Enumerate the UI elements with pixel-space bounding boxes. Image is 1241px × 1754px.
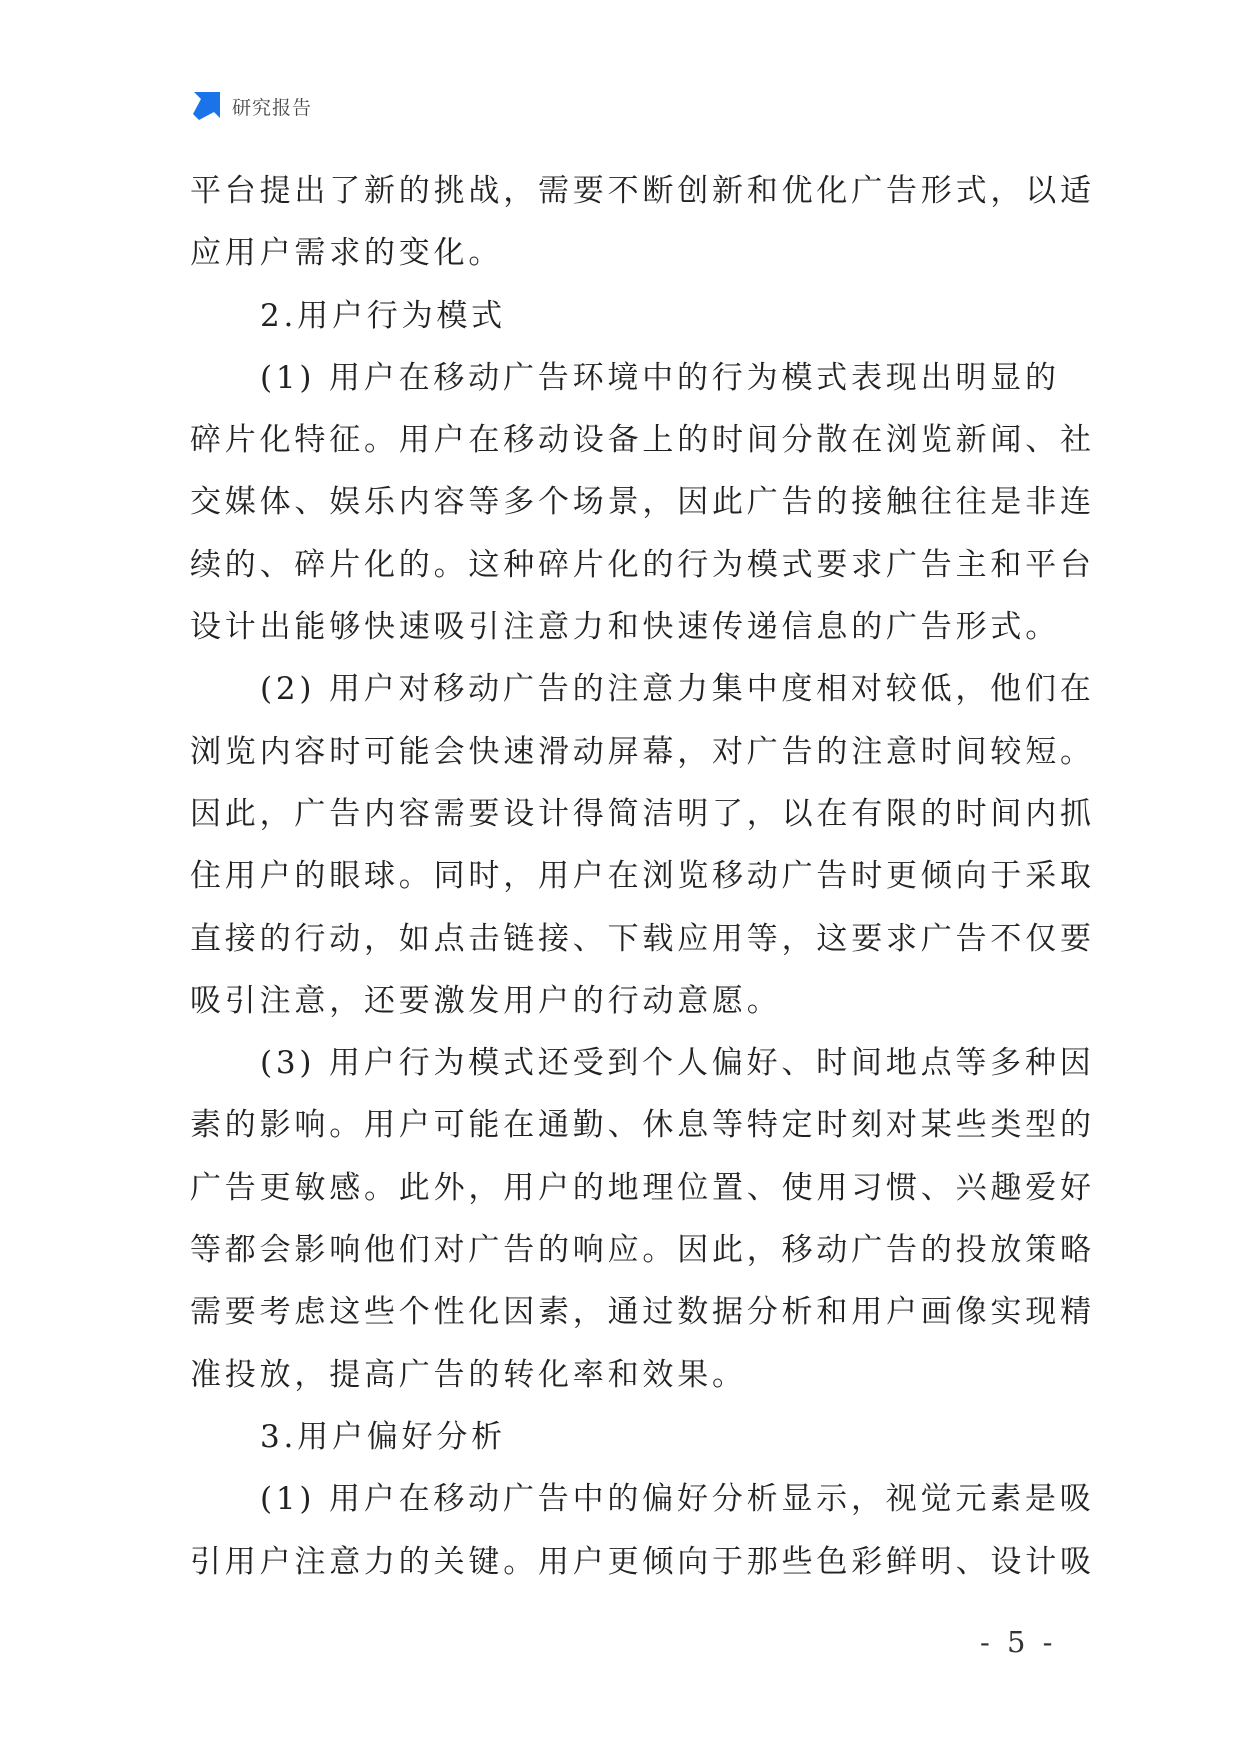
- paragraph-line: 等都会影响他们对广告的响应。因此，移动广告的投放策略: [190, 1232, 1095, 1269]
- paragraph-line: 需要考虑这些个性化因素，通过数据分析和用户画像实现精: [190, 1294, 1095, 1331]
- header-title: 研究报告: [232, 96, 313, 119]
- paragraph-line: 引用户注意力的关键。用户更倾向于那些色彩鲜明、设计吸: [190, 1543, 1095, 1580]
- paragraph-line: 续的、碎片化的。这种碎片化的行为模式要求广告主和平台: [190, 546, 1095, 583]
- arrow-up-right-icon: [190, 90, 222, 122]
- paragraph-line: 设计出能够快速吸引注意力和快速传递信息的广告形式。: [190, 609, 1060, 646]
- paragraph-line: (1) 用户在移动广告环境中的行为模式表现出明显的: [260, 359, 1060, 396]
- paragraph-line: 浏览内容时可能会快速滑动屏幕，对广告的注意时间较短。: [190, 733, 1095, 770]
- document-body: [190, 160, 1095, 1593]
- page-number: - 5 -: [980, 1625, 1057, 1659]
- paragraph-line: 素的影响。用户可能在通勤、休息等特定时刻对某些类型的: [190, 1107, 1095, 1144]
- paragraph-line: 平台提出了新的挑战，需要不断创新和优化广告形式，以适: [190, 173, 1095, 209]
- paragraph-line: (1) 用户在移动广告中的偏好分析显示，视觉元素是吸: [260, 1481, 1095, 1518]
- page-header: [190, 88, 312, 124]
- paragraph-line: 应用户需求的变化。: [190, 235, 504, 272]
- paragraph-line: 准投放，提高广告的转化率和效果。: [190, 1356, 747, 1393]
- section-heading: 3.用户偏好分析: [260, 1418, 506, 1455]
- paragraph-line: 广告更敏感。此外，用户的地理位置、使用习惯、兴趣爱好: [190, 1169, 1095, 1206]
- paragraph-line: (3) 用户行为模式还受到个人偏好、时间地点等多种因: [260, 1045, 1095, 1082]
- section-heading: 2.用户行为模式: [260, 297, 506, 334]
- paragraph-line: 直接的行动，如点击链接、下载应用等，这要求广告不仅要: [190, 920, 1095, 957]
- paragraph-line: 吸引注意，还要激发用户的行动意愿。: [190, 982, 782, 1019]
- paragraph-line: 住用户的眼球。同时，用户在浏览移动广告时更倾向于采取: [190, 858, 1095, 895]
- paragraph-line: (2) 用户对移动广告的注意力集中度相对较低，他们在: [260, 671, 1095, 708]
- paragraph-line: 碎片化特征。用户在移动设备上的时间分散在浏览新闻、社: [190, 422, 1095, 459]
- paragraph-line: 因此，广告内容需要设计得简洁明了，以在有限的时间内抓: [190, 795, 1095, 832]
- paragraph-line: 交媒体、娱乐内容等多个场景，因此广告的接触往往是非连: [190, 484, 1095, 521]
